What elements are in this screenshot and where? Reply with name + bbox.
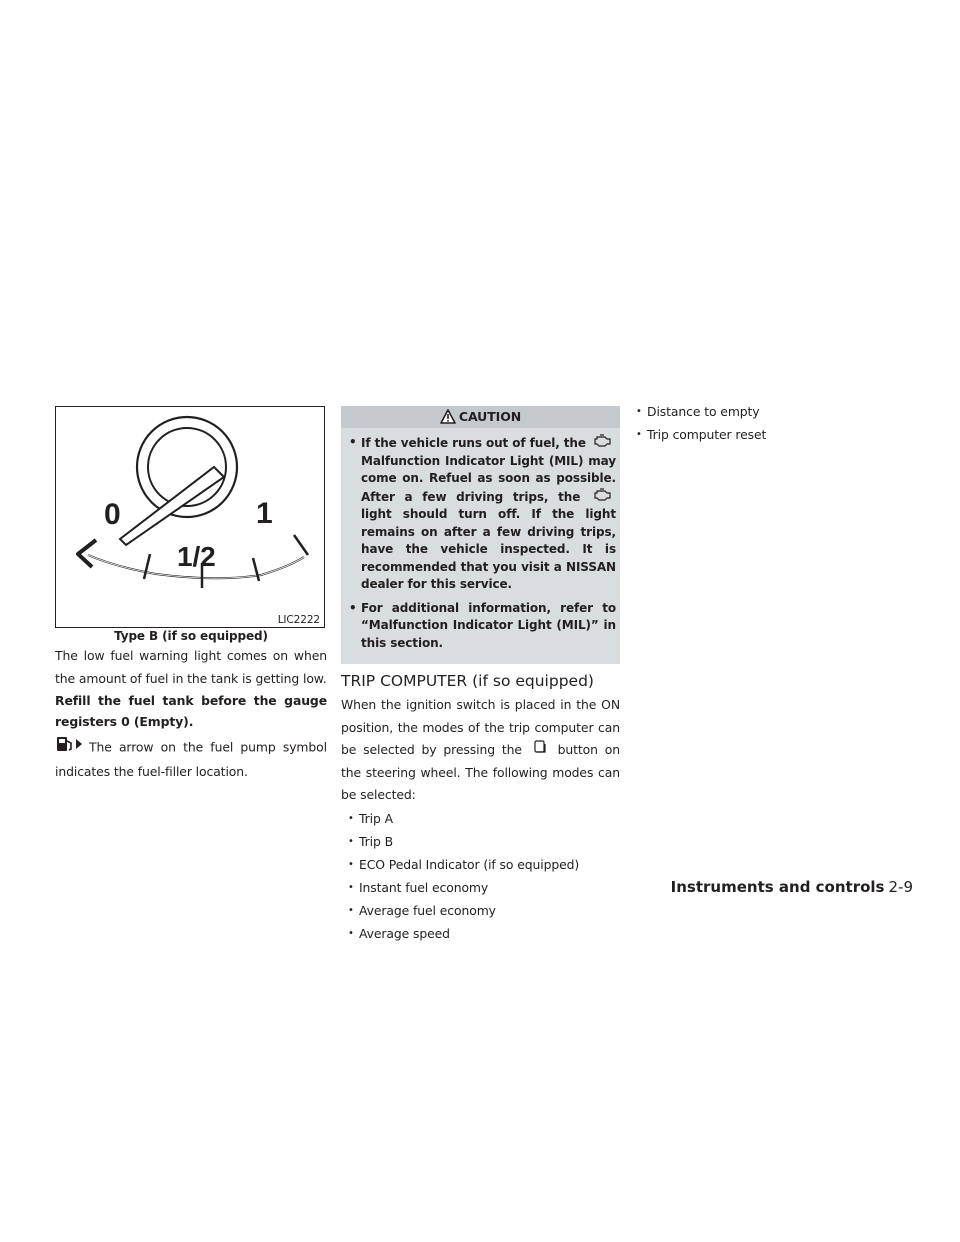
fuel-gauge-figure bbox=[55, 406, 325, 628]
caution-item-fuel bbox=[347, 434, 616, 594]
list-item: • Instant fuel economy bbox=[345, 876, 620, 899]
trip-modes-list bbox=[345, 807, 620, 945]
gauge-label-half: 1/2 bbox=[177, 541, 216, 572]
trip-modes-list-continued bbox=[633, 400, 913, 446]
caution-header bbox=[341, 406, 620, 428]
trip-computer-heading: TRIP COMPUTER (if so equipped) bbox=[341, 672, 594, 690]
fuel-filler-text: The arrow on the fuel pump symbol indicates the fuel-filler location. bbox=[55, 739, 327, 779]
gauge-label-full: 1 bbox=[256, 497, 273, 530]
fuel-filler-paragraph bbox=[55, 735, 327, 783]
trip-computer-intro bbox=[341, 694, 620, 807]
list-item: • Average speed bbox=[345, 922, 620, 945]
list-item: • Trip A bbox=[345, 807, 620, 830]
footer-section-title: Instruments and controls bbox=[670, 878, 885, 896]
list-item: • Average fuel economy bbox=[345, 899, 620, 922]
caution-item-fuel-text-c: light should turn off. If the light remains on after a few driving trips, have the vehicle inspected. It is recommended that you visit a NISSAN dealer for this service. bbox=[361, 507, 616, 591]
fuel-pump-icon bbox=[55, 735, 85, 761]
page-number: 2-9 bbox=[888, 878, 913, 896]
low-fuel-paragraph: The low fuel warning light comes on when the amount of fuel in the tank is getting low. bbox=[55, 648, 327, 686]
list-item: • Trip computer reset bbox=[633, 423, 913, 446]
figure-caption: Type B (if so equipped) bbox=[114, 629, 268, 643]
trip-intro-text-b: button on the steering wheel. The following modes can be selected: bbox=[341, 742, 621, 803]
steering-button-icon bbox=[533, 739, 547, 762]
page-footer bbox=[671, 877, 913, 897]
list-item: • Distance to empty bbox=[633, 400, 913, 423]
trip-intro-text-a: When the ignition switch is placed in the ON position, the modes of the trip computer can be selected by pressing the bbox=[341, 697, 620, 757]
engine-icon bbox=[594, 488, 612, 507]
refill-warning: Refill the fuel tank before the gauge registers 0 (Empty). bbox=[55, 693, 327, 729]
caution-item-reference: • For additional information, refer to “Malfunction Indicator Light (MIL)” in this section. bbox=[347, 600, 616, 653]
caution-box bbox=[341, 406, 620, 664]
warning-triangle-icon bbox=[440, 409, 456, 424]
caution-item-fuel-text-b: Malfunction Indicator Light (MIL) may come on. Refuel as soon as possible. After a few driving trips, the bbox=[361, 453, 616, 504]
caution-item-fuel-text-a: If the vehicle runs out of fuel, the bbox=[361, 435, 586, 450]
list-item: • ECO Pedal Indicator (if so equipped) bbox=[345, 853, 620, 876]
caution-title: CAUTION bbox=[458, 409, 522, 424]
right-column bbox=[633, 400, 913, 446]
middle-column bbox=[341, 406, 620, 945]
left-column bbox=[55, 406, 327, 783]
fuel-gauge-illustration bbox=[56, 407, 326, 629]
caution-list bbox=[347, 434, 616, 652]
gauge-label-empty: 0 bbox=[104, 498, 121, 531]
list-item: • Trip B bbox=[345, 830, 620, 853]
engine-icon bbox=[594, 434, 612, 453]
figure-code: LIC2222 bbox=[277, 614, 320, 626]
